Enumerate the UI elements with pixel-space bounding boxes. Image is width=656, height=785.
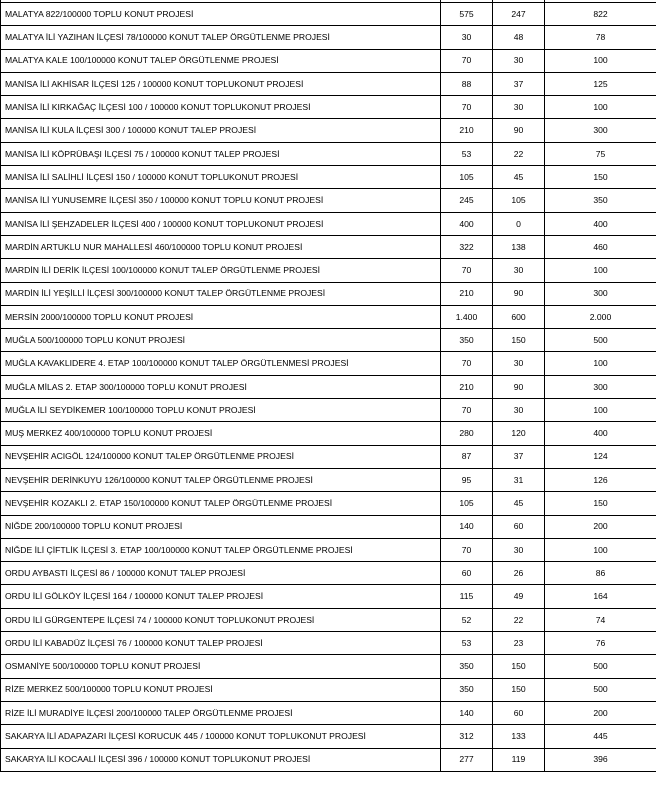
table-row	[1, 399, 656, 422]
project-name-cell: ORDU İLİ GÜRGENTEPE İLÇESİ 74 / 100000 KONUT TOPLUKONUT PROJESİ	[1, 608, 441, 631]
table-row	[1, 26, 656, 49]
project-name-cell: ORDU AYBASTI İLÇESİ 86 / 100000 KONUT TALEP PROJESİ	[1, 562, 441, 585]
count-b-cell: 60	[493, 701, 545, 724]
total-cell: 400	[545, 212, 656, 235]
count-b-cell: 30	[493, 538, 545, 561]
project-name-cell: MANİSA İLİ YUNUSEMRE İLÇESİ 350 / 100000 KONUT TOPLU KONUT PROJESİ	[1, 189, 441, 212]
table-row	[1, 259, 656, 282]
total-cell: 350	[545, 189, 656, 212]
count-b-cell: 30	[493, 49, 545, 72]
table-row	[1, 725, 656, 748]
project-name-cell: ORDU İLİ GÖLKÖY İLÇESİ 164 / 100000 KONUT TALEP PROJESİ	[1, 585, 441, 608]
table-row	[1, 608, 656, 631]
count-a-cell: 70	[441, 96, 493, 119]
total-cell: 200	[545, 701, 656, 724]
project-name-cell: NİĞDE İLİ ÇİFTLİK İLÇESİ 3. ETAP 100/100000 KONUT TALEP ÖRGÜTLENME PROJESİ	[1, 538, 441, 561]
total-cell: 445	[545, 725, 656, 748]
table-row	[1, 142, 656, 165]
project-name-cell: SAKARYA İLİ ADAPAZARI İLÇESİ KORUCUK 445 / 100000 KONUT TOPLUKONUT PROJESİ	[1, 725, 441, 748]
project-name-cell: MUĞLA İLİ SEYDİKEMER 100/100000 TOPLU KONUT PROJESİ	[1, 399, 441, 422]
total-cell: 86	[545, 562, 656, 585]
project-name-cell: MALATYA İLİ YAZIHAN İLÇESİ 78/100000 KONUT TALEP ÖRGÜTLENME PROJESİ	[1, 26, 441, 49]
count-a-cell: 245	[441, 189, 493, 212]
project-name-cell: MARDİN ARTUKLU NUR MAHALLESİ 460/100000 TOPLU KONUT PROJESİ	[1, 235, 441, 258]
count-b-cell: 30	[493, 96, 545, 119]
total-cell: 200	[545, 515, 656, 538]
table-row	[1, 492, 656, 515]
table-row	[1, 632, 656, 655]
project-name-cell: RİZE İLİ MURADİYE İLÇESİ 200/100000 TALEP ÖRGÜTLENME PROJESİ	[1, 701, 441, 724]
table-row	[1, 655, 656, 678]
count-b-cell: 247	[493, 3, 545, 26]
count-b-cell: 45	[493, 492, 545, 515]
project-name-cell: MUĞLA KAVAKLIDERE 4. ETAP 100/100000 KONUT TALEP ÖRGÜTLENMESİ PROJESİ	[1, 352, 441, 375]
table-row	[1, 189, 656, 212]
table-row	[1, 538, 656, 561]
project-name-cell: RİZE MERKEZ 500/100000 TOPLU KONUT PROJESİ	[1, 678, 441, 701]
project-name-cell: MANİSA İLİ KULA İLÇESİ 300 / 100000 KONUT TALEP PROJESİ	[1, 119, 441, 142]
project-name-cell: MANİSA İLİ KIRKAĞAÇ İLÇESİ 100 / 100000 KONUT TOPLUKONUT PROJESİ	[1, 96, 441, 119]
total-cell: 125	[545, 72, 656, 95]
count-a-cell: 87	[441, 445, 493, 468]
table-row	[1, 166, 656, 189]
count-b-cell: 150	[493, 655, 545, 678]
count-b-cell: 90	[493, 282, 545, 305]
project-name-cell: NEVŞEHİR KOZAKLI 2. ETAP 150/100000 KONUT TALEP ÖRGÜTLENME PROJESİ	[1, 492, 441, 515]
count-a-cell: 70	[441, 538, 493, 561]
project-name-cell: NİĞDE 200/100000 TOPLU KONUT PROJESİ	[1, 515, 441, 538]
project-name-cell: MUĞLA 500/100000 TOPLU KONUT PROJESİ	[1, 329, 441, 352]
total-cell: 164	[545, 585, 656, 608]
table-row	[1, 445, 656, 468]
count-a-cell: 30	[441, 26, 493, 49]
count-a-cell: 70	[441, 259, 493, 282]
count-a-cell: 350	[441, 678, 493, 701]
project-name-cell: MANİSA İLİ KÖPRÜBAŞI İLÇESİ 75 / 100000 KONUT TALEP PROJESİ	[1, 142, 441, 165]
count-b-cell: 600	[493, 305, 545, 328]
count-a-cell: 210	[441, 119, 493, 142]
table-row	[1, 72, 656, 95]
count-b-cell: 60	[493, 515, 545, 538]
table-row	[1, 748, 656, 771]
count-a-cell: 105	[441, 166, 493, 189]
count-a-cell: 1.400	[441, 305, 493, 328]
count-b-cell: 90	[493, 119, 545, 142]
count-b-cell: 48	[493, 26, 545, 49]
total-cell: 126	[545, 468, 656, 491]
table-row	[1, 212, 656, 235]
count-a-cell: 105	[441, 492, 493, 515]
count-b-cell: 49	[493, 585, 545, 608]
table-row	[1, 49, 656, 72]
count-a-cell: 400	[441, 212, 493, 235]
table-row	[1, 329, 656, 352]
total-cell: 76	[545, 632, 656, 655]
count-b-cell: 150	[493, 329, 545, 352]
total-cell: 300	[545, 282, 656, 305]
total-cell: 78	[545, 26, 656, 49]
total-cell: 100	[545, 352, 656, 375]
total-cell: 500	[545, 329, 656, 352]
project-name-cell: ORDU İLİ KABADÜZ İLÇESİ 76 / 100000 KONUT TALEP PROJESİ	[1, 632, 441, 655]
count-b-cell: 22	[493, 142, 545, 165]
count-b-cell: 133	[493, 725, 545, 748]
total-cell: 100	[545, 49, 656, 72]
project-name-cell: SAKARYA İLİ KOCAALİ İLÇESİ 396 / 100000 KONUT TOPLUKONUT PROJESİ	[1, 748, 441, 771]
count-b-cell: 37	[493, 72, 545, 95]
table-row	[1, 422, 656, 445]
total-cell: 822	[545, 3, 656, 26]
count-a-cell: 322	[441, 235, 493, 258]
count-b-cell: 23	[493, 632, 545, 655]
total-cell: 460	[545, 235, 656, 258]
total-cell: 100	[545, 259, 656, 282]
total-cell: 300	[545, 119, 656, 142]
total-cell: 500	[545, 678, 656, 701]
count-a-cell: 88	[441, 72, 493, 95]
count-b-cell: 90	[493, 375, 545, 398]
project-name-cell: MANİSA İLİ SALİHLİ İLÇESİ 150 / 100000 KONUT TOPLUKONUT PROJESİ	[1, 166, 441, 189]
table-body	[1, 3, 656, 772]
project-name-cell: MARDİN İLİ DERİK İLÇESİ 100/100000 KONUT TALEP ÖRGÜTLENME PROJESİ	[1, 259, 441, 282]
count-b-cell: 150	[493, 678, 545, 701]
count-a-cell: 53	[441, 632, 493, 655]
count-b-cell: 119	[493, 748, 545, 771]
table-row	[1, 305, 656, 328]
count-a-cell: 210	[441, 375, 493, 398]
total-cell: 100	[545, 399, 656, 422]
count-b-cell: 26	[493, 562, 545, 585]
project-name-cell: MALATYA KALE 100/100000 KONUT TALEP ÖRGÜTLENME PROJESİ	[1, 49, 441, 72]
count-a-cell: 70	[441, 399, 493, 422]
count-b-cell: 30	[493, 399, 545, 422]
count-b-cell: 30	[493, 259, 545, 282]
table-row	[1, 352, 656, 375]
count-a-cell: 70	[441, 352, 493, 375]
table-row	[1, 678, 656, 701]
project-name-cell: OSMANİYE 500/100000 TOPLU KONUT PROJESİ	[1, 655, 441, 678]
total-cell: 100	[545, 96, 656, 119]
count-a-cell: 115	[441, 585, 493, 608]
count-a-cell: 350	[441, 329, 493, 352]
project-name-cell: MANİSA İLİ ŞEHZADELER İLÇESİ 400 / 100000 KONUT TOPLUKONUT PROJESİ	[1, 212, 441, 235]
count-a-cell: 70	[441, 49, 493, 72]
project-name-cell: MUĞLA MİLAS 2. ETAP 300/100000 TOPLU KONUT PROJESİ	[1, 375, 441, 398]
count-b-cell: 30	[493, 352, 545, 375]
project-name-cell: NEVŞEHİR ACIGÖL 124/100000 KONUT TALEP ÖRGÜTLENME PROJESİ	[1, 445, 441, 468]
table-row	[1, 282, 656, 305]
count-b-cell: 120	[493, 422, 545, 445]
count-b-cell: 37	[493, 445, 545, 468]
count-b-cell: 0	[493, 212, 545, 235]
total-cell: 2.000	[545, 305, 656, 328]
count-b-cell: 138	[493, 235, 545, 258]
count-a-cell: 95	[441, 468, 493, 491]
total-cell: 300	[545, 375, 656, 398]
table-row	[1, 468, 656, 491]
total-cell: 100	[545, 538, 656, 561]
count-a-cell: 210	[441, 282, 493, 305]
total-cell: 150	[545, 166, 656, 189]
table-row	[1, 96, 656, 119]
table-row	[1, 562, 656, 585]
count-b-cell: 45	[493, 166, 545, 189]
count-a-cell: 350	[441, 655, 493, 678]
count-a-cell: 280	[441, 422, 493, 445]
project-name-cell: MERSİN 2000/100000 TOPLU KONUT PROJESİ	[1, 305, 441, 328]
table-row	[1, 701, 656, 724]
count-a-cell: 60	[441, 562, 493, 585]
table-row	[1, 585, 656, 608]
count-a-cell: 575	[441, 3, 493, 26]
count-a-cell: 312	[441, 725, 493, 748]
project-name-cell: MANİSA İLİ AKHİSAR İLÇESİ 125 / 100000 KONUT TOPLUKONUT PROJESİ	[1, 72, 441, 95]
count-a-cell: 53	[441, 142, 493, 165]
project-name-cell: NEVŞEHİR DERİNKUYU 126/100000 KONUT TALEP ÖRGÜTLENME PROJESİ	[1, 468, 441, 491]
total-cell: 150	[545, 492, 656, 515]
total-cell: 74	[545, 608, 656, 631]
total-cell: 400	[545, 422, 656, 445]
total-cell: 500	[545, 655, 656, 678]
project-name-cell: MUŞ MERKEZ 400/100000 TOPLU KONUT PROJESİ	[1, 422, 441, 445]
count-a-cell: 277	[441, 748, 493, 771]
table-row	[1, 235, 656, 258]
table-row	[1, 3, 656, 26]
count-a-cell: 140	[441, 515, 493, 538]
total-cell: 124	[545, 445, 656, 468]
count-a-cell: 140	[441, 701, 493, 724]
table-row	[1, 375, 656, 398]
count-b-cell: 31	[493, 468, 545, 491]
project-name-cell: MARDİN İLİ YEŞİLLİ İLÇESİ 300/100000 KONUT TALEP ÖRGÜTLENME PROJESİ	[1, 282, 441, 305]
count-b-cell: 105	[493, 189, 545, 212]
total-cell: 396	[545, 748, 656, 771]
total-cell: 75	[545, 142, 656, 165]
project-name-cell: MALATYA 822/100000 TOPLU KONUT PROJESİ	[1, 3, 441, 26]
count-b-cell: 22	[493, 608, 545, 631]
table-row	[1, 515, 656, 538]
table-row	[1, 119, 656, 142]
count-a-cell: 52	[441, 608, 493, 631]
